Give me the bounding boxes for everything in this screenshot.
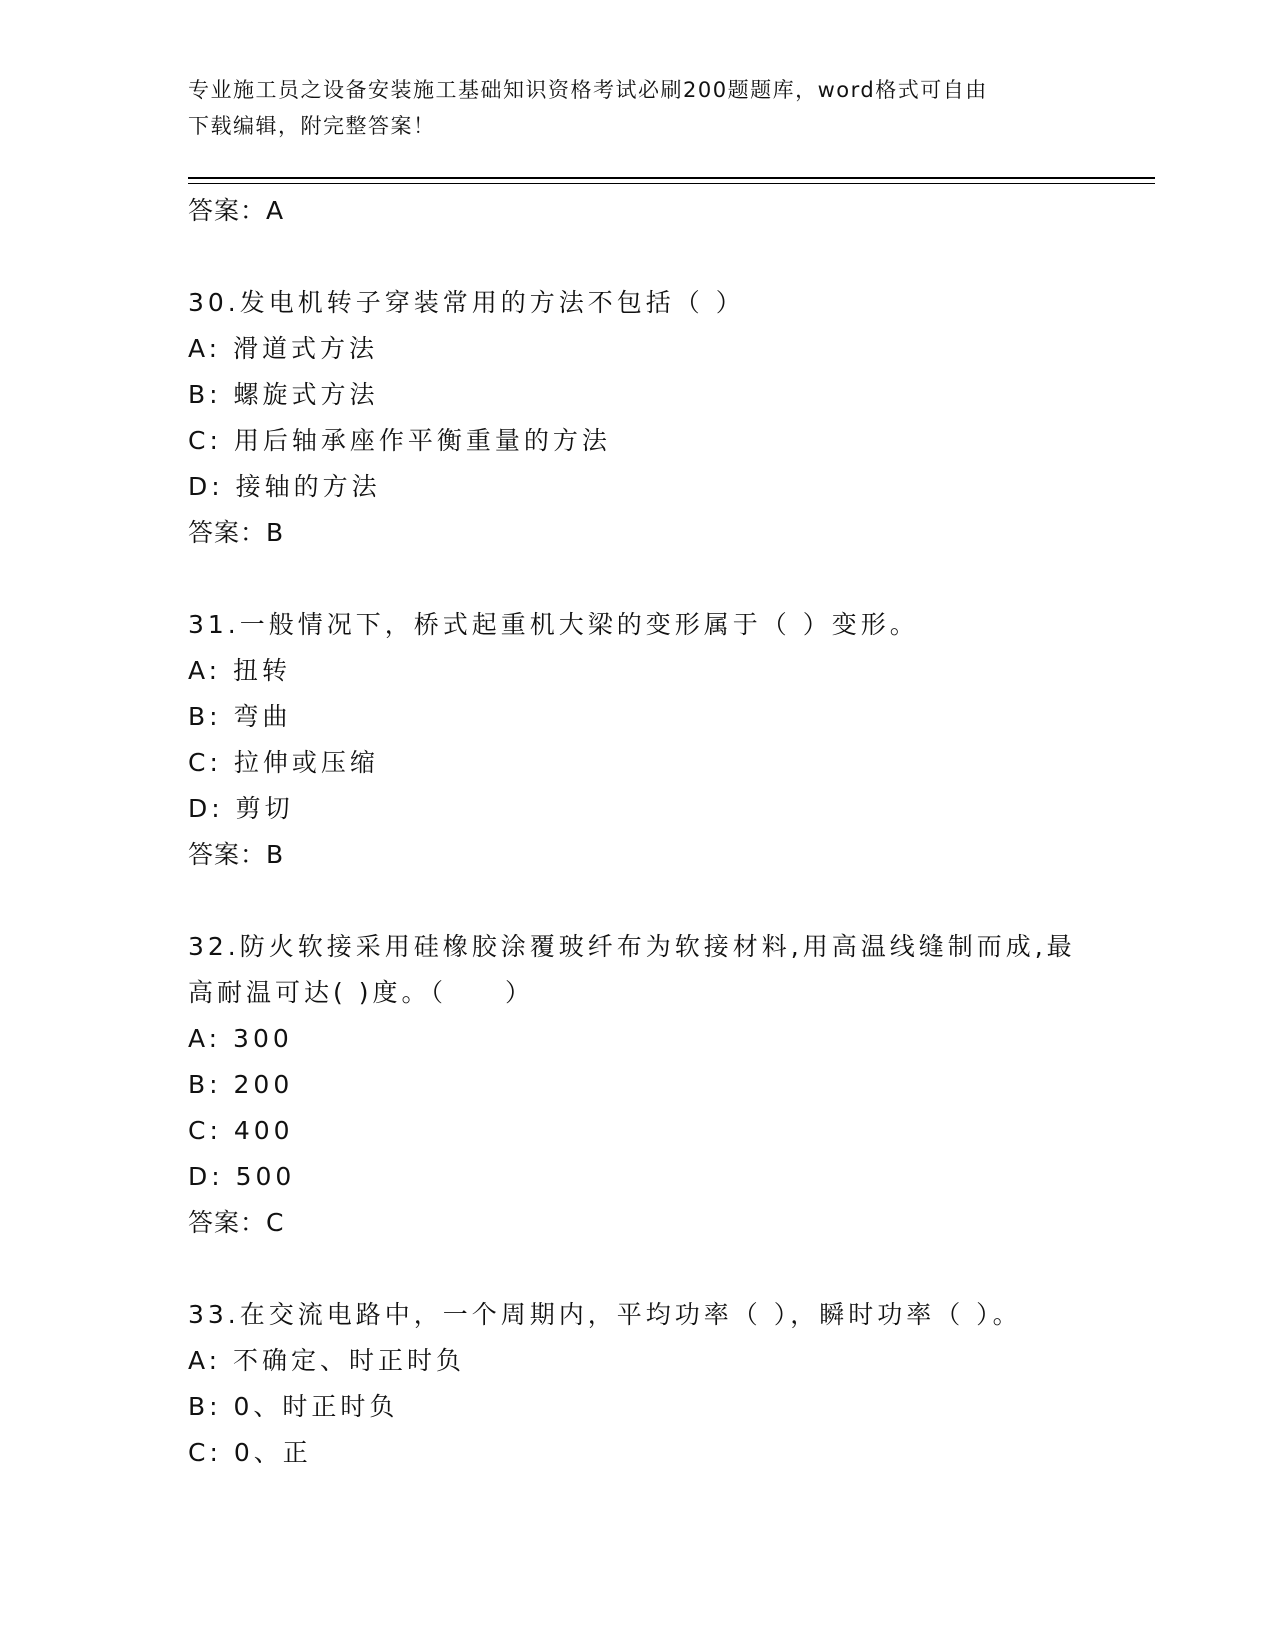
header-divider-thick	[188, 177, 1155, 179]
option-c: C: 400	[188, 1116, 294, 1145]
option-d: D: 接轴的方法	[188, 472, 381, 501]
question-title: 31.一般情况下，桥式起重机大梁的变形属于（ ）变形。	[188, 610, 919, 639]
answer-line: 答案：A	[188, 196, 285, 225]
option-c: C: 0、正	[188, 1438, 312, 1467]
option-a: A: 300	[188, 1024, 293, 1053]
option-b: B: 0、时正时负	[188, 1392, 399, 1421]
option-d: D: 剪切	[188, 794, 294, 823]
question-title-line-2: 高耐温可达( )度。（ ）	[188, 978, 534, 1007]
header-line-1: 专业施工员之设备安装施工基础知识资格考试必刷200题题库，word格式可自由	[188, 78, 988, 102]
answer-line: 答案：B	[188, 840, 285, 869]
option-d: D: 500	[188, 1162, 296, 1191]
header-divider-thin	[188, 183, 1155, 184]
option-a: A: 滑道式方法	[188, 334, 379, 363]
option-b: B: 200	[188, 1070, 294, 1099]
spacer	[188, 1246, 1088, 1292]
spacer	[188, 234, 1088, 280]
option-b: B: 弯曲	[188, 702, 292, 731]
question-content	[188, 188, 1088, 1476]
answer-line: 答案：C	[188, 1208, 285, 1237]
option-a: A: 不确定、时正时负	[188, 1346, 466, 1375]
option-a: A: 扭转	[188, 656, 292, 685]
option-b: B: 螺旋式方法	[188, 380, 379, 409]
spacer	[188, 878, 1088, 924]
option-c: C: 用后轴承座作平衡重量的方法	[188, 426, 611, 455]
document-header	[188, 72, 1068, 144]
answer-line: 答案：B	[188, 518, 285, 547]
header-line-2: 下载编辑，附完整答案！	[188, 114, 436, 138]
question-title: 33.在交流电路中，一个周期内，平均功率（ ），瞬时功率（ ）。	[188, 1300, 1022, 1329]
option-c: C: 拉伸或压缩	[188, 748, 379, 777]
spacer	[188, 556, 1088, 602]
question-title: 30.发电机转子穿装常用的方法不包括（ ）	[188, 288, 745, 317]
question-title-line-1: 32.防火软接采用硅橡胶涂覆玻纤布为软接材料,用高温线缝制而成,最	[188, 932, 1076, 961]
